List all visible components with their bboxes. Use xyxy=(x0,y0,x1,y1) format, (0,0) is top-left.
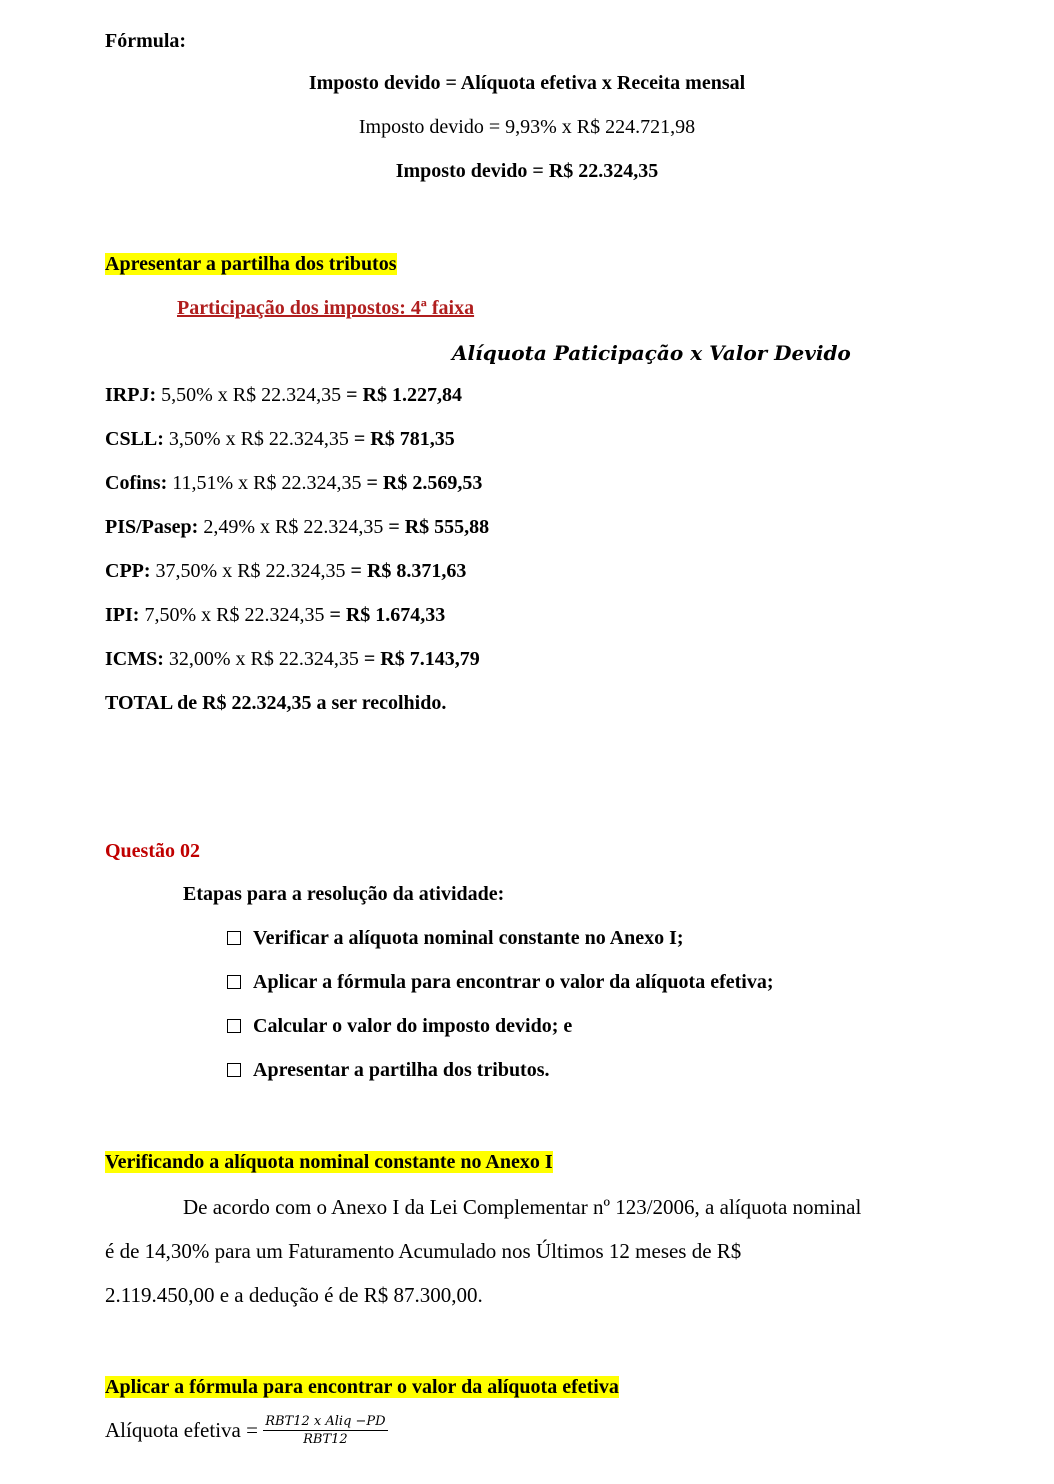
etapa-item: Aplicar a fórmula para encontrar o valor da alíquota efetiva; xyxy=(227,971,774,994)
aliquota-formula: Alíquota efetiva = $\frac{\text{RBT12 x Aliq −PD}}{\text{RBT12}}$ xyxy=(105,1414,386,1447)
tax-row-icms: ICMS: 32,00% x R$ 22.324,35 = R$ 7.143,79 xyxy=(105,648,480,670)
etapa-item: Calcular o valor do imposto devido; e xyxy=(227,1015,572,1038)
questao-heading: Questão 02 xyxy=(105,840,200,862)
paragraph-line: 2.119.450,00 e a dedução é de R$ 87.300,00. xyxy=(105,1283,483,1307)
formula-label: Fórmula: xyxy=(105,30,187,52)
fraction-denominator: RBT12 xyxy=(303,1432,348,1447)
tax-row-pis-pasep: PIS/Pasep: 2,49% x R$ 22.324,35 = R$ 555,88 xyxy=(105,516,490,538)
math-header: Alíquota Paticipação x Valor Devido xyxy=(452,341,851,365)
verificando-heading: Verificando a alíquota nominal constante no Anexo I xyxy=(105,1151,553,1173)
checkbox-icon xyxy=(227,1063,241,1077)
fraction xyxy=(263,1414,387,1447)
total-line: TOTAL de R$ 22.324,35 a ser recolhido. xyxy=(105,692,447,714)
checkbox-icon xyxy=(227,931,241,945)
formula-result: Imposto devido = R$ 22.324,35 xyxy=(395,160,659,182)
tax-row-ipi: IPI: 7,50% x R$ 22.324,35 = R$ 1.674,33 xyxy=(105,604,446,626)
fraction-numerator: RBT12 x Aliq −PD xyxy=(265,1414,386,1429)
partilha-heading: Apresentar a partilha dos tributos xyxy=(105,253,397,275)
tax-row-csll: CSLL: 3,50% x R$ 22.324,35 = R$ 781,35 xyxy=(105,428,455,450)
tax-row-cofins: Cofins: 11,51% x R$ 22.324,35 = R$ 2.569,53 xyxy=(105,472,483,494)
formula-calc: Imposto devido = 9,93% x R$ 224.721,98 xyxy=(358,116,696,138)
tax-row-irpj: IRPJ: 5,50% x R$ 22.324,35 = R$ 1.227,84 xyxy=(105,384,462,406)
tax-row-cpp: CPP: 37,50% x R$ 22.324,35 = R$ 8.371,63 xyxy=(105,560,467,582)
etapas-heading: Etapas para a resolução da atividade: xyxy=(183,883,505,905)
checkbox-icon xyxy=(227,975,241,989)
etapa-item: Verificar a alíquota nominal constante no Anexo I; xyxy=(227,927,684,950)
participacao-heading: Participação dos impostos: 4ª faixa xyxy=(177,297,475,319)
formula-main: Imposto devido = Alíquota efetiva x Receita mensal xyxy=(308,72,746,94)
checkbox-icon xyxy=(227,1019,241,1033)
paragraph-line: é de 14,30% para um Faturamento Acumulado nos Últimos 12 meses de R$ xyxy=(105,1239,742,1263)
aplicar-heading: Aplicar a fórmula para encontrar o valor da alíquota efetiva xyxy=(105,1376,619,1398)
etapa-item: Apresentar a partilha dos tributos. xyxy=(227,1059,550,1082)
paragraph-line: De acordo com o Anexo I da Lei Complementar nº 123/2006, a alíquota nominal xyxy=(183,1195,862,1219)
